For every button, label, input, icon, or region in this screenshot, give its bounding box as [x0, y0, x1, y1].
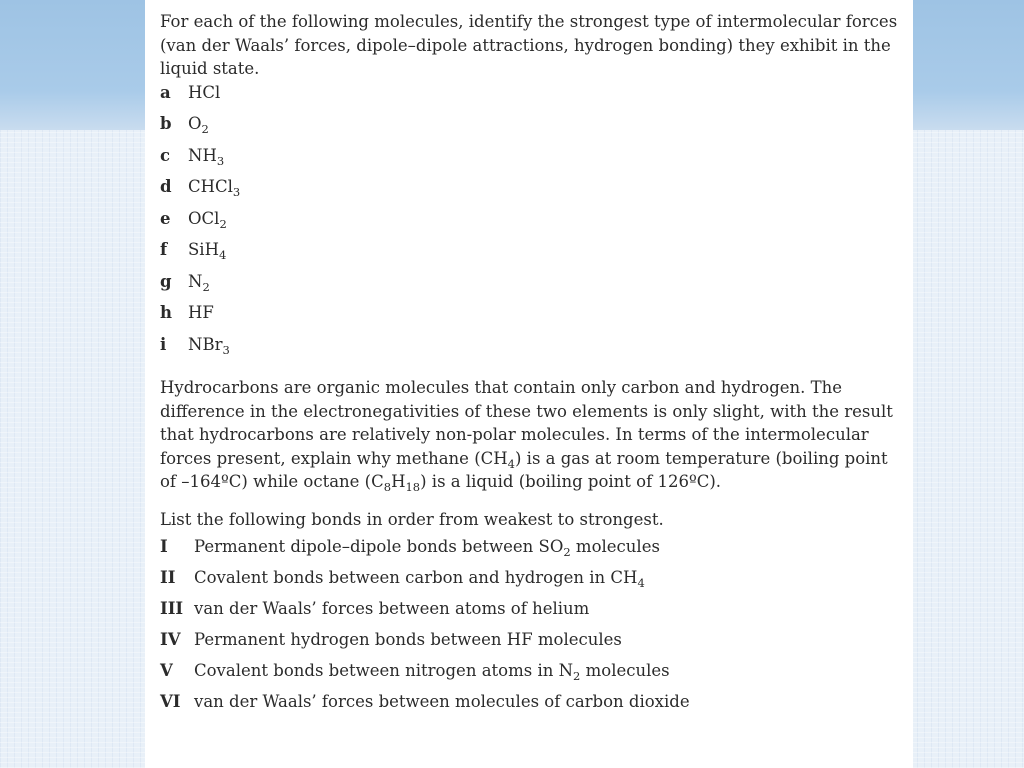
molecule-formula: HF	[188, 303, 214, 322]
molecule-list	[160, 81, 900, 365]
molecule-formula: $N_2$	[188, 271, 210, 294]
bond-description: Covalent bonds between carbon and hydrogen in $CH_4$	[194, 568, 645, 590]
item-letter: i	[160, 334, 167, 354]
molecule-formula: HCl	[188, 82, 221, 102]
molecule-item	[160, 144, 900, 176]
molecule-item	[160, 270, 900, 302]
molecule-formula: CHCl$_3$	[188, 177, 241, 199]
item-numeral: V	[160, 661, 173, 680]
bond-item	[160, 566, 900, 597]
bond-item	[160, 597, 900, 628]
bond-description: Permanent dipole–dipole bonds between $SO_2$ molecules	[194, 537, 660, 559]
item-letter: a	[160, 82, 171, 102]
item-numeral: IV	[160, 630, 181, 649]
bond-description: van der Waals’ forces between atoms of helium	[194, 599, 590, 618]
item-letter: e	[160, 208, 171, 228]
molecule-item	[160, 81, 900, 113]
question2-paragraph: Hydrocarbons are organic molecules that contain only carbon and hydrogen. The difference in the electronegativities of these two elements is only slight, with the result that hydrocarbons are relatively non-polar molecules. In terms of the intermolecular forces present, explain why methane $(CH_4)$ is a gas at room temperature (boiling point of –164ºC) while octane $(C_8H_{18})$ is a liquid (boiling point of 126ºC).	[160, 378, 893, 494]
item-numeral: II	[160, 568, 176, 587]
bond-list	[160, 535, 900, 721]
molecule-item	[160, 207, 900, 239]
bond-item	[160, 628, 900, 659]
item-letter: g	[160, 271, 172, 291]
item-letter: d	[160, 177, 172, 196]
question3-intro: List the following bonds in order from weakest to strongest.	[160, 509, 664, 529]
item-numeral: I	[160, 537, 168, 556]
molecule-item	[160, 301, 900, 333]
bond-description: Covalent bonds between nitrogen atoms in $N_2$ molecules	[194, 661, 670, 683]
molecule-item	[160, 238, 900, 270]
molecule-formula: $NH_3$	[188, 145, 225, 168]
item-numeral: VI	[160, 692, 181, 711]
item-letter: h	[160, 303, 172, 322]
bond-item	[160, 535, 900, 566]
molecule-formula: OCl$_2$	[188, 208, 227, 231]
item-numeral: III	[160, 599, 184, 618]
molecule-formula: $O_2$	[188, 114, 209, 136]
item-letter: c	[160, 145, 171, 165]
molecule-item	[160, 175, 900, 207]
item-letter: f	[160, 240, 168, 259]
document-content	[160, 10, 900, 721]
molecule-item	[160, 333, 900, 365]
molecule-item	[160, 112, 900, 144]
molecule-formula: SiH$_4$	[188, 240, 227, 262]
molecule-formula: NBr$_3$	[188, 334, 230, 357]
question1-intro: For each of the following molecules, identify the strongest type of intermolecular forces (van der Waals’ forces, dipole–dipole attractions, hydrogen bonding) they exhibit in the liquid state.	[160, 12, 898, 78]
document-page	[145, 0, 913, 768]
bond-item	[160, 690, 900, 721]
bond-description: Permanent hydrogen bonds between HF molecules	[194, 630, 622, 649]
bond-item	[160, 659, 900, 690]
item-letter: b	[160, 114, 172, 133]
bond-description: van der Waals’ forces between molecules of carbon dioxide	[194, 692, 690, 711]
